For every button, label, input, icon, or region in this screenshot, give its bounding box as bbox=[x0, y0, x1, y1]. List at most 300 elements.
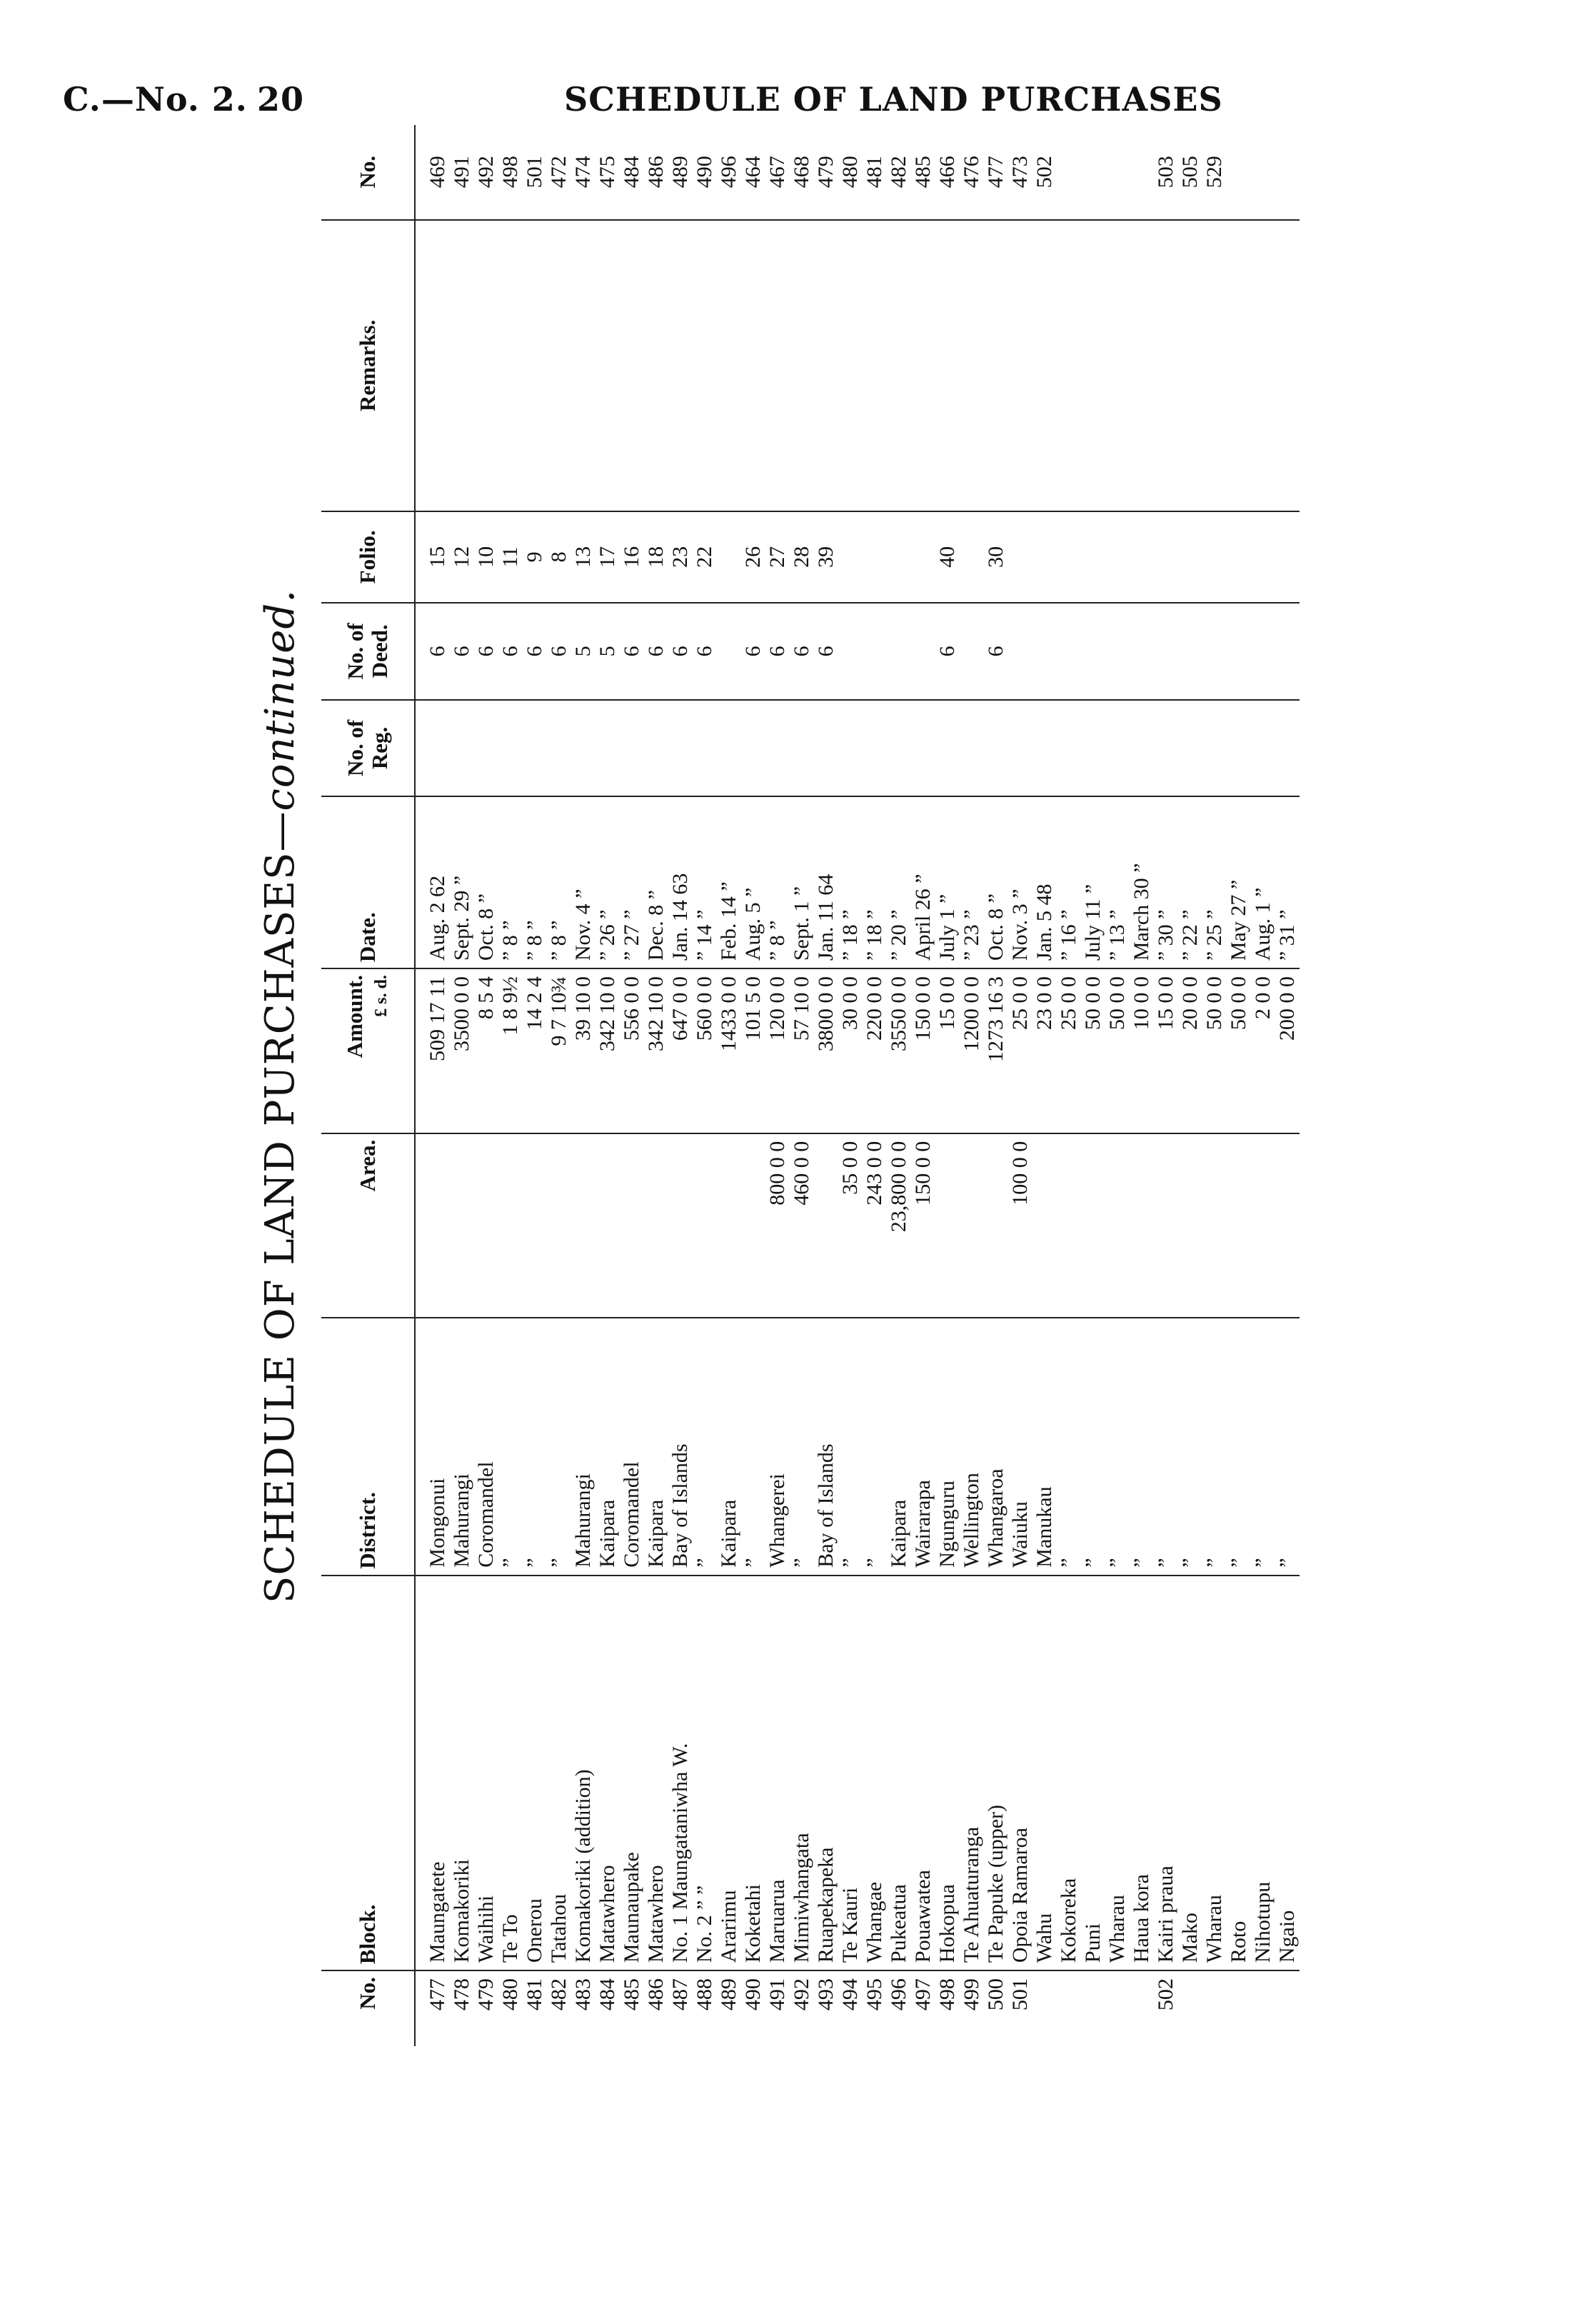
deed-number bbox=[1081, 603, 1105, 700]
amount-value: 15 0 0 bbox=[1154, 968, 1178, 1133]
remarks-text bbox=[450, 220, 474, 511]
date-value: Aug. 1 ” bbox=[1251, 796, 1275, 968]
deed-number: 6 bbox=[474, 603, 498, 700]
cross-ref-number: 502 bbox=[1032, 156, 1056, 189]
amount-value: 15 0 0 bbox=[935, 968, 960, 1133]
reg-number bbox=[693, 700, 717, 796]
folio-number bbox=[1275, 511, 1300, 603]
table-row bbox=[1275, 125, 1300, 2046]
amount-value: 9 7 10¾ bbox=[547, 968, 571, 1133]
date-value: Nov. 4 ” bbox=[571, 796, 595, 968]
date-value: July 11 ” bbox=[1081, 796, 1105, 968]
cross-ref-number bbox=[1057, 125, 1081, 220]
block-name: Opoia Ramaroa bbox=[1008, 1576, 1032, 1970]
folio-number: 40 bbox=[935, 511, 960, 603]
amount-value: 20 0 0 bbox=[1178, 968, 1202, 1133]
remarks-text bbox=[911, 220, 935, 511]
row-number: 497 bbox=[911, 1970, 935, 2046]
remarks-text bbox=[984, 220, 1008, 511]
block-name: Maunaupake bbox=[620, 1576, 644, 1970]
deed-number: 5 bbox=[571, 603, 595, 700]
date-value: Sept. 29 ” bbox=[450, 796, 474, 968]
folio-number: 13 bbox=[571, 511, 595, 603]
reg-number bbox=[863, 700, 887, 796]
date-value: Sept. 1 ” bbox=[790, 796, 814, 968]
amount-value: 1273 16 3 bbox=[984, 968, 1008, 1133]
reg-number bbox=[814, 700, 838, 796]
block-name: Wharau bbox=[1105, 1576, 1130, 1970]
district-name: ” bbox=[741, 1318, 765, 1576]
block-name: Ararimu bbox=[717, 1576, 741, 1970]
area-value bbox=[1154, 1133, 1178, 1318]
deed-number: 6 bbox=[693, 603, 717, 700]
row-number: 481 bbox=[523, 1970, 547, 2046]
cross-ref-number: 481 bbox=[863, 156, 886, 189]
area-value bbox=[1227, 1133, 1251, 1318]
reg-number bbox=[1081, 700, 1105, 796]
col-header-date: Date. bbox=[321, 796, 415, 968]
col-header-amount-label: Amount. bbox=[341, 975, 367, 1058]
table-row bbox=[668, 125, 693, 2046]
reg-number bbox=[668, 700, 693, 796]
table-row bbox=[474, 125, 498, 2046]
area-value bbox=[523, 1133, 547, 1318]
deed-number: 6 bbox=[741, 603, 765, 700]
block-name: Whangae bbox=[863, 1576, 887, 1970]
area-value bbox=[1105, 1133, 1130, 1318]
folio-number: 11 bbox=[498, 511, 523, 603]
cross-ref-number: 482 bbox=[887, 156, 910, 189]
table-row bbox=[595, 125, 620, 2046]
reg-number bbox=[498, 700, 523, 796]
block-name: Puni bbox=[1081, 1576, 1105, 1970]
reg-number bbox=[1130, 700, 1154, 796]
deed-number: 6 bbox=[935, 603, 960, 700]
block-name: Tatahou bbox=[547, 1576, 571, 1970]
date-value: Dec. 8 ” bbox=[644, 796, 668, 968]
remarks-text bbox=[838, 220, 863, 511]
amount-value: 10 0 0 bbox=[1130, 968, 1154, 1133]
cross-ref-number: 468 bbox=[790, 156, 813, 189]
area-value bbox=[415, 1133, 450, 1318]
remarks-text bbox=[474, 220, 498, 511]
row-number bbox=[1178, 1970, 1202, 2046]
cross-ref-number: 476 bbox=[960, 156, 983, 189]
table-title bbox=[257, 125, 303, 2068]
page-header bbox=[0, 0, 1583, 143]
cross-ref-number: 529 bbox=[1202, 156, 1226, 189]
area-value bbox=[1081, 1133, 1105, 1318]
date-value: ” 8 ” bbox=[498, 796, 523, 968]
cross-ref-number: 479 bbox=[814, 156, 838, 189]
block-name: Ruapekapeka bbox=[814, 1576, 838, 1970]
district-name: ” bbox=[693, 1318, 717, 1576]
district-name: Coromandel bbox=[620, 1318, 644, 1576]
row-number: 495 bbox=[863, 1970, 887, 2046]
date-value: July 1 ” bbox=[935, 796, 960, 968]
amount-units: £ s. d. bbox=[371, 975, 391, 1017]
table-row bbox=[620, 125, 644, 2046]
area-value bbox=[1251, 1133, 1275, 1318]
remarks-text bbox=[644, 220, 668, 511]
row-number: 486 bbox=[644, 1970, 668, 2046]
amount-value: 120 0 0 bbox=[765, 968, 790, 1133]
cross-ref-number: 505 bbox=[1178, 156, 1202, 189]
date-value: Jan. 14 63 bbox=[668, 796, 693, 968]
row-number: 487 bbox=[668, 1970, 693, 2046]
row-number: 488 bbox=[693, 1970, 717, 2046]
block-name: Kairi praua bbox=[1154, 1576, 1178, 1970]
folio-number: 39 bbox=[814, 511, 838, 603]
district-name: Waiuku bbox=[1008, 1318, 1032, 1576]
reg-number bbox=[595, 700, 620, 796]
area-value bbox=[1202, 1133, 1227, 1318]
deed-number: 6 bbox=[644, 603, 668, 700]
col-header-no-2: No. bbox=[321, 125, 415, 220]
col-header-deed: No. of Deed. bbox=[321, 603, 415, 700]
amount-value: 3500 0 0 bbox=[450, 968, 474, 1133]
block-name: Roto bbox=[1227, 1576, 1251, 1970]
reg-number bbox=[1032, 700, 1057, 796]
deed-number bbox=[887, 603, 911, 700]
district-name: ” bbox=[790, 1318, 814, 1576]
block-name: Te Papuke (upper) bbox=[984, 1576, 1008, 1970]
reg-number bbox=[644, 700, 668, 796]
table-title-continued: continued. bbox=[257, 588, 303, 811]
remarks-text bbox=[1130, 220, 1154, 511]
cross-ref-number: 475 bbox=[595, 156, 619, 189]
folio-number bbox=[1057, 511, 1081, 603]
remarks-text bbox=[717, 220, 741, 511]
amount-value: 560 0 0 bbox=[693, 968, 717, 1133]
deed-number bbox=[960, 603, 984, 700]
remarks-text bbox=[523, 220, 547, 511]
remarks-text bbox=[1008, 220, 1032, 511]
table-row bbox=[1130, 125, 1154, 2046]
district-name: Kaipara bbox=[887, 1318, 911, 1576]
deed-number: 6 bbox=[415, 603, 450, 700]
area-value bbox=[571, 1133, 595, 1318]
deed-number: 5 bbox=[595, 603, 620, 700]
district-name: Wellington bbox=[960, 1318, 984, 1576]
cross-ref-number: 496 bbox=[717, 156, 740, 189]
date-value: ” 8 ” bbox=[765, 796, 790, 968]
remarks-text bbox=[863, 220, 887, 511]
cross-ref-number: 490 bbox=[693, 156, 716, 189]
reg-number bbox=[1057, 700, 1081, 796]
folio-number: 8 bbox=[547, 511, 571, 603]
folio-number bbox=[911, 511, 935, 603]
amount-value: 150 0 0 bbox=[911, 968, 935, 1133]
remarks-text bbox=[1178, 220, 1202, 511]
district-name: Coromandel bbox=[474, 1318, 498, 1576]
row-number: 501 bbox=[1008, 1970, 1032, 2046]
cross-ref-number bbox=[1251, 125, 1275, 220]
reg-number bbox=[474, 700, 498, 796]
area-value bbox=[814, 1133, 838, 1318]
block-name: Nihotupu bbox=[1251, 1576, 1275, 1970]
amount-value: 2 0 0 bbox=[1251, 968, 1275, 1133]
area-value bbox=[1275, 1133, 1300, 1318]
date-value: ” 18 ” bbox=[863, 796, 887, 968]
date-value: Jan. 11 64 bbox=[814, 796, 838, 968]
row-number: 494 bbox=[838, 1970, 863, 2046]
remarks-text bbox=[1081, 220, 1105, 511]
amount-value: 200 0 0 bbox=[1275, 968, 1300, 1133]
row-number: 493 bbox=[814, 1970, 838, 2046]
date-value: Nov. 3 ” bbox=[1008, 796, 1032, 968]
cross-ref-number: 503 bbox=[1154, 156, 1177, 189]
table-row bbox=[523, 125, 547, 2046]
cross-ref-number: 466 bbox=[935, 156, 959, 189]
block-name: No. 1 Maungataniwha W. bbox=[668, 1576, 693, 1970]
reg-number bbox=[1275, 700, 1300, 796]
district-name: Bay of Islands bbox=[814, 1318, 838, 1576]
folio-number: 27 bbox=[765, 511, 790, 603]
block-name: Wahu bbox=[1032, 1576, 1057, 1970]
row-number: 482 bbox=[547, 1970, 571, 2046]
running-title: SCHEDULE OF LAND PURCHASES bbox=[564, 80, 1223, 119]
cross-ref-number: 485 bbox=[911, 156, 935, 189]
deed-number bbox=[911, 603, 935, 700]
district-name: Mahurangi bbox=[571, 1318, 595, 1576]
table-row bbox=[960, 125, 984, 2046]
folio-number: 28 bbox=[790, 511, 814, 603]
remarks-text bbox=[1057, 220, 1081, 511]
area-value bbox=[474, 1133, 498, 1318]
deed-number: 6 bbox=[668, 603, 693, 700]
deed-number bbox=[1130, 603, 1154, 700]
folio-number bbox=[1008, 511, 1032, 603]
block-name: Maungatete bbox=[415, 1576, 450, 1970]
table-row bbox=[571, 125, 595, 2046]
district-name: ” bbox=[547, 1318, 571, 1576]
table-row bbox=[1227, 125, 1251, 2046]
area-value bbox=[450, 1133, 474, 1318]
district-name: Whangaroa bbox=[984, 1318, 1008, 1576]
amount-value: 50 0 0 bbox=[1202, 968, 1227, 1133]
folio-number: 15 bbox=[415, 511, 450, 603]
reg-number bbox=[1105, 700, 1130, 796]
date-value: Oct. 8 ” bbox=[984, 796, 1008, 968]
deed-number bbox=[1227, 603, 1251, 700]
date-value: ” 16 ” bbox=[1057, 796, 1081, 968]
remarks-text bbox=[814, 220, 838, 511]
date-value: ” 26 ” bbox=[595, 796, 620, 968]
deed-number bbox=[863, 603, 887, 700]
cross-ref-number: 486 bbox=[644, 156, 668, 189]
district-name: ” bbox=[523, 1318, 547, 1576]
area-value bbox=[620, 1133, 644, 1318]
cross-ref-number: 473 bbox=[1008, 156, 1032, 189]
folio-number: 16 bbox=[620, 511, 644, 603]
district-name: ” bbox=[1057, 1318, 1081, 1576]
table-row bbox=[1008, 125, 1032, 2046]
row-number: 491 bbox=[765, 1970, 790, 2046]
row-number: 498 bbox=[935, 1970, 960, 2046]
row-number bbox=[1227, 1970, 1251, 2046]
amount-value: 1433 0 0 bbox=[717, 968, 741, 1133]
date-value: Aug. 2 62 bbox=[415, 796, 450, 968]
reg-number bbox=[838, 700, 863, 796]
remarks-text bbox=[1275, 220, 1300, 511]
block-name: Matawhero bbox=[644, 1576, 668, 1970]
folio-number: 22 bbox=[693, 511, 717, 603]
block-name: Pouawatea bbox=[911, 1576, 935, 1970]
deed-number: 6 bbox=[765, 603, 790, 700]
date-value: ” 20 ” bbox=[887, 796, 911, 968]
date-value: ” 13 ” bbox=[1105, 796, 1130, 968]
block-name: Te To bbox=[498, 1576, 523, 1970]
folio-number bbox=[1154, 511, 1178, 603]
block-name: Koketahi bbox=[741, 1576, 765, 1970]
reg-number bbox=[523, 700, 547, 796]
amount-value: 3800 0 0 bbox=[814, 968, 838, 1133]
deed-number bbox=[1105, 603, 1130, 700]
row-number bbox=[1032, 1970, 1057, 2046]
row-number: 500 bbox=[984, 1970, 1008, 2046]
table-row bbox=[1202, 125, 1227, 2046]
amount-value: 50 0 0 bbox=[1081, 968, 1105, 1133]
col-header-amount bbox=[321, 968, 415, 1133]
remarks-text bbox=[741, 220, 765, 511]
district-name: ” bbox=[1275, 1318, 1300, 1576]
table-body bbox=[415, 125, 1300, 2046]
district-name: Mongonui bbox=[415, 1318, 450, 1576]
table-row bbox=[693, 125, 717, 2046]
reg-number bbox=[765, 700, 790, 796]
remarks-text bbox=[1227, 220, 1251, 511]
reg-number bbox=[887, 700, 911, 796]
folio-number bbox=[1178, 511, 1202, 603]
cross-ref-number: 477 bbox=[984, 156, 1007, 189]
table-row bbox=[887, 125, 911, 2046]
district-name: ” bbox=[1081, 1318, 1105, 1576]
row-number bbox=[1202, 1970, 1227, 2046]
remarks-text bbox=[668, 220, 693, 511]
col-header-remarks: Remarks. bbox=[321, 220, 415, 511]
remarks-text bbox=[960, 220, 984, 511]
reg-number bbox=[571, 700, 595, 796]
deed-number: 6 bbox=[620, 603, 644, 700]
block-name: No. 2 ” ” bbox=[693, 1576, 717, 1970]
district-name: Ngunguru bbox=[935, 1318, 960, 1576]
reg-number bbox=[984, 700, 1008, 796]
area-value bbox=[717, 1133, 741, 1318]
amount-value: 23 0 0 bbox=[1032, 968, 1057, 1133]
district-name: ” bbox=[1227, 1318, 1251, 1576]
cross-ref-number: 464 bbox=[741, 156, 765, 189]
reg-number bbox=[790, 700, 814, 796]
reg-number bbox=[1154, 700, 1178, 796]
folio-number bbox=[1251, 511, 1275, 603]
remarks-text bbox=[1154, 220, 1178, 511]
block-name: Haua kora bbox=[1130, 1576, 1154, 1970]
area-value bbox=[1057, 1133, 1081, 1318]
col-header-area: Area. bbox=[321, 1133, 415, 1318]
deed-number bbox=[1275, 603, 1300, 700]
amount-value: 220 0 0 bbox=[863, 968, 887, 1133]
amount-value: 342 10 0 bbox=[644, 968, 668, 1133]
amount-value: 509 17 11 bbox=[415, 968, 450, 1133]
folio-number bbox=[887, 511, 911, 603]
area-value: 35 0 0 bbox=[838, 1133, 863, 1318]
table-row bbox=[790, 125, 814, 2046]
district-name: Kaipara bbox=[595, 1318, 620, 1576]
page-number: 20 bbox=[257, 80, 305, 119]
date-value: ” 14 ” bbox=[693, 796, 717, 968]
table-title-main: SCHEDULE OF LAND PURCHASES— bbox=[257, 811, 303, 1604]
remarks-text bbox=[595, 220, 620, 511]
date-value: Feb. 14 ” bbox=[717, 796, 741, 968]
area-value bbox=[960, 1133, 984, 1318]
area-value bbox=[693, 1133, 717, 1318]
reg-number bbox=[1251, 700, 1275, 796]
area-value bbox=[1032, 1133, 1057, 1318]
date-value: May 27 ” bbox=[1227, 796, 1251, 968]
reg-number bbox=[1227, 700, 1251, 796]
folio-number: 26 bbox=[741, 511, 765, 603]
cross-ref-number: 491 bbox=[450, 156, 473, 189]
date-value: ” 27 ” bbox=[620, 796, 644, 968]
folio-number bbox=[863, 511, 887, 603]
amount-value: 342 10 0 bbox=[595, 968, 620, 1133]
document-reference: C.—No. 2. bbox=[63, 80, 248, 119]
deed-number: 6 bbox=[498, 603, 523, 700]
deed-number bbox=[1008, 603, 1032, 700]
table-row bbox=[1057, 125, 1081, 2046]
area-value bbox=[1130, 1133, 1154, 1318]
row-number: 490 bbox=[741, 1970, 765, 2046]
district-name: ” bbox=[1178, 1318, 1202, 1576]
col-header-district: District. bbox=[321, 1318, 415, 1576]
area-value: 100 0 0 bbox=[1008, 1133, 1032, 1318]
table-row bbox=[838, 125, 863, 2046]
row-number bbox=[1275, 1970, 1300, 2046]
row-number: 480 bbox=[498, 1970, 523, 2046]
folio-number: 23 bbox=[668, 511, 693, 603]
reg-number bbox=[415, 700, 450, 796]
amount-value: 39 10 0 bbox=[571, 968, 595, 1133]
date-value: ” 22 ” bbox=[1178, 796, 1202, 968]
block-name: Mako bbox=[1178, 1576, 1202, 1970]
amount-value: 50 0 0 bbox=[1105, 968, 1130, 1133]
block-name: Kokoreka bbox=[1057, 1576, 1081, 1970]
block-name: Waihihi bbox=[474, 1576, 498, 1970]
table-row bbox=[1105, 125, 1130, 2046]
reg-number bbox=[1178, 700, 1202, 796]
reg-number bbox=[935, 700, 960, 796]
row-number: 477 bbox=[415, 1970, 450, 2046]
remarks-text bbox=[620, 220, 644, 511]
remarks-text bbox=[547, 220, 571, 511]
col-header-no: No. bbox=[321, 1970, 415, 2046]
block-name: Te Ahuaturanga bbox=[960, 1576, 984, 1970]
area-value bbox=[498, 1133, 523, 1318]
date-value: ” 8 ” bbox=[547, 796, 571, 968]
header-row bbox=[321, 125, 415, 2046]
district-name: ” bbox=[1154, 1318, 1178, 1576]
area-value: 150 0 0 bbox=[911, 1133, 935, 1318]
district-name: ” bbox=[863, 1318, 887, 1576]
district-name: Whangerei bbox=[765, 1318, 790, 1576]
deed-number: 6 bbox=[984, 603, 1008, 700]
row-number: 502 bbox=[1154, 1970, 1178, 2046]
table-row bbox=[814, 125, 838, 2046]
area-value bbox=[984, 1133, 1008, 1318]
district-name: ” bbox=[1105, 1318, 1130, 1576]
deed-number bbox=[1154, 603, 1178, 700]
